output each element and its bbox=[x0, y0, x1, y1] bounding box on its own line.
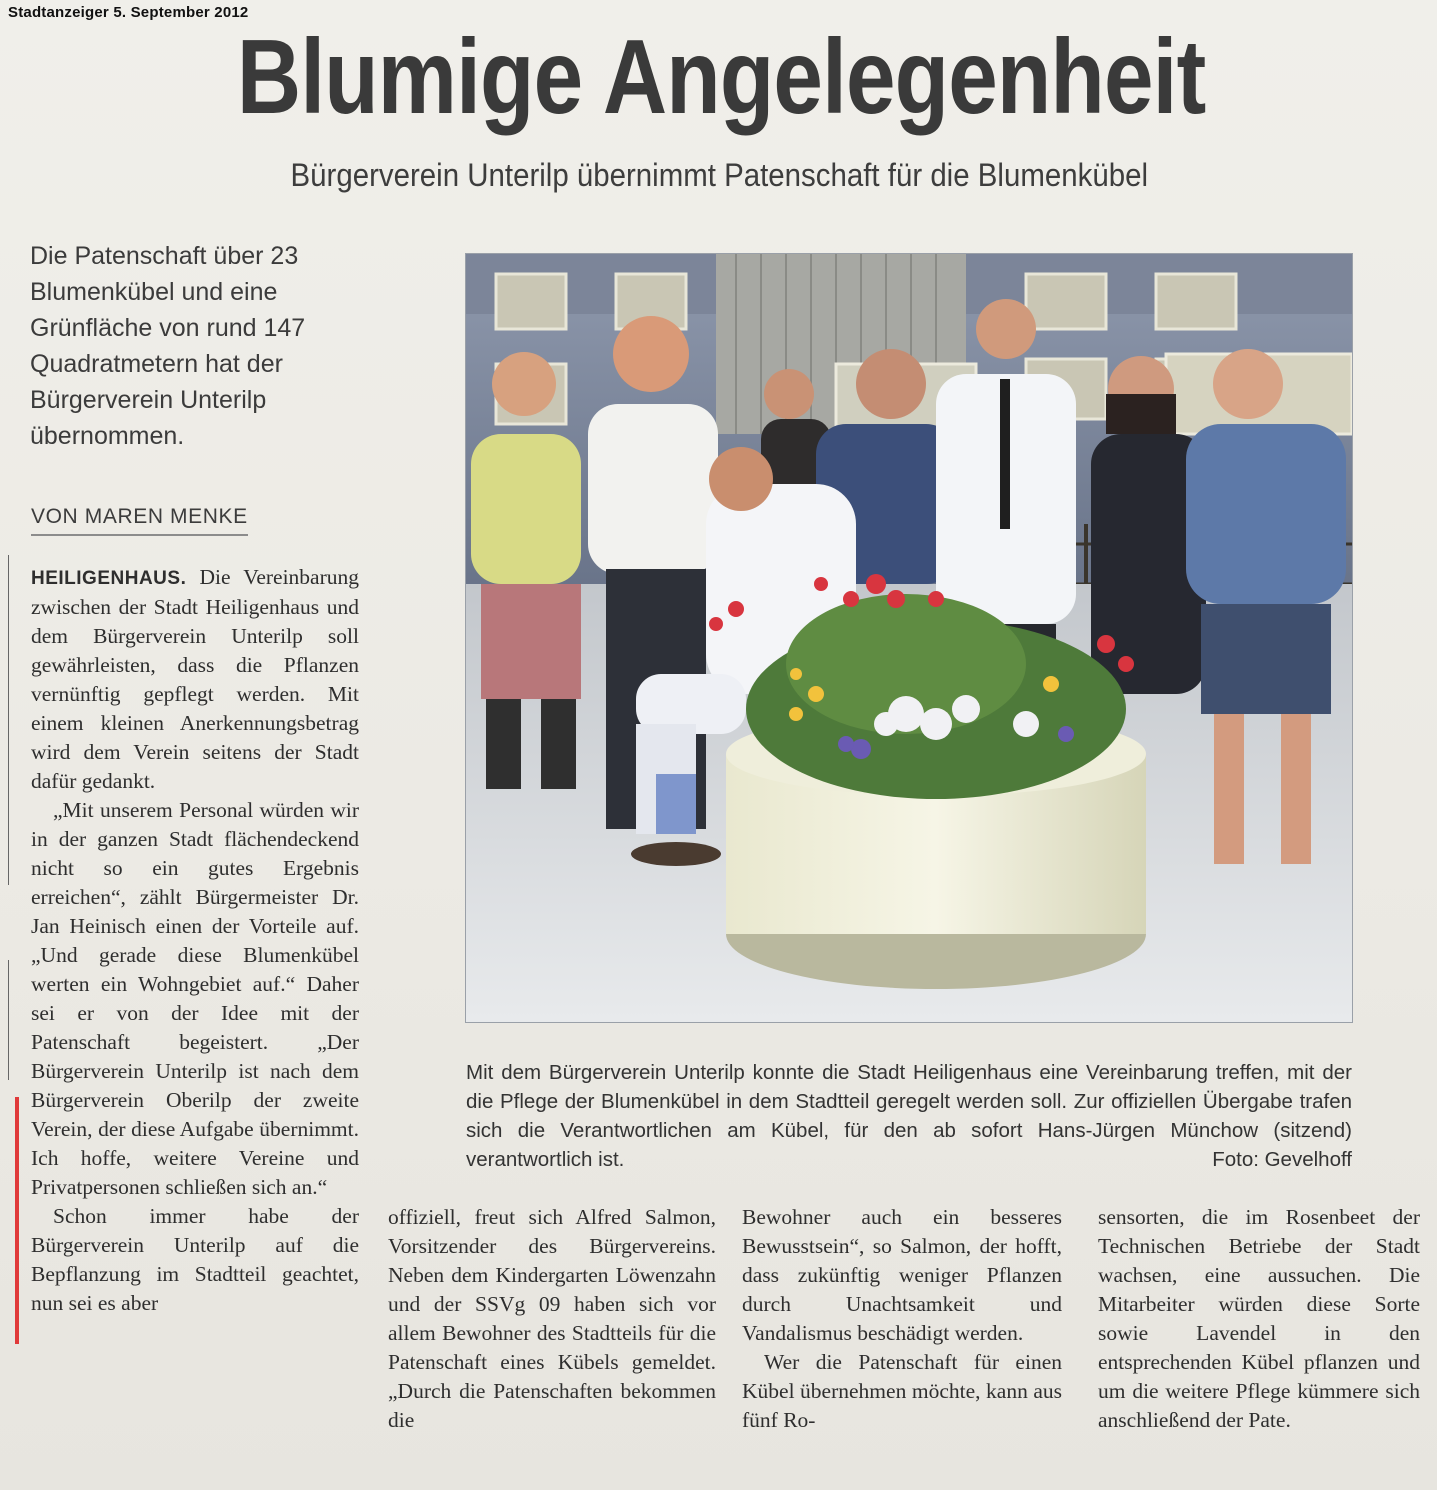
caption-text bbox=[466, 1058, 1352, 1174]
paragraph: Wer die Patenschaft für einen Kübel übernehmen möchte, kann aus fünf Ro- bbox=[742, 1350, 1062, 1432]
photo-illustration bbox=[466, 254, 1352, 1022]
margin-rule bbox=[8, 960, 9, 1080]
caption-body: Mit dem Bürgerverein Unterilp konnte die Stadt Heiligenhaus eine Vereinbarung treffen, mit der die Pflege der Blumenkübel in dem Stadtteil geregelt werden soll. Zur offiziellen Übergabe trafen sich die Verantwortlichen am Kübel, für den ab sofort Hans-Jürgen Münchow (sitzend) verantwortlich ist. bbox=[466, 1061, 1352, 1171]
masthead: Stadtanzeiger 5. September 2012 bbox=[8, 4, 249, 21]
paragraph: sensorten, die im Rosenbeet der Technischen Betriebe der Stadt wachsen, eine aussuchen. Die Mitarbeiter würden diese Sorte sowie Lavendel in den entsprechenden Kübel pflanzen und um die weitere Pflege kümmere sich anschließend der Pate. bbox=[1098, 1205, 1420, 1432]
paragraph: offiziell, freut sich Alfred Salmon, Vorsitzender des Bürgervereins. Neben dem Kindergarten Löwenzahn und der SSVg 09 haben sich vor allem Bewohner des Stadtteils für die Patenschaft eines Kübels gemeldet. „Durch die Patenschaften bekommen die bbox=[388, 1205, 716, 1432]
paragraph: Schon immer habe der Bürgerverein Unterilp auf die Bepflanzung im Stadtteil geachtet, nun sei es aber bbox=[31, 1204, 359, 1315]
paragraph: „Mit unserem Personal würden wir in der ganzen Stadt flächendeckend nicht so ein gutes Ergebnis erreichen“, zählt Bürgermeister Dr. Jan Heinisch einen der Vorteile auf. „Und gerade diese Blumenkübel werten ein Wohngebiet auf.“ Daher sei er von der Idee mit der Patenschaft begeistert. „Der Bürgerverein Unterilp ist nach dem Bürgerverein Oberilp der zweite Verein, der diese Aufgabe übernimmt. Ich hoffe, weitere Vereine und Privatpersonen schließen sich an.“ bbox=[31, 798, 359, 1199]
paragraph-text: Die Vereinbarung zwischen der Stadt Heiligenhaus und dem Bürgerverein Unterilp soll gewährleisten, dass die Pflanzen vernünftig gepflegt werden. Mit einem kleinen Anerkennungsbetrag wird dem Verein seitens der Stadt dafür gedankt. bbox=[31, 565, 360, 793]
article-column-1 bbox=[31, 563, 359, 1318]
red-marker-line bbox=[15, 1097, 19, 1344]
teaser-text: Die Patenschaft über 23 Blumenkübel und eine Grünfläche von rund 147 Quadratmetern hat der Bürgerverein Unterilp übernommen. bbox=[30, 242, 306, 450]
article-photo bbox=[466, 254, 1352, 1022]
article-column-3 bbox=[742, 1203, 1062, 1435]
photo-caption bbox=[466, 1058, 1352, 1174]
paragraph bbox=[31, 563, 359, 796]
dateline: HEILIGENHAUS. bbox=[31, 568, 187, 589]
subheadline: Bürgerverein Unterilp übernimmt Patenschaft für die Blumenkübel bbox=[290, 157, 1148, 193]
paragraph: Bewohner auch ein besseres Bewusstsein“, so Salmon, der hofft, dass zukünftig weniger Pflanzen durch Unachtsamkeit und Vandalismus beschädigt werden. bbox=[742, 1205, 1062, 1345]
article-column-4 bbox=[1098, 1203, 1420, 1435]
teaser bbox=[30, 238, 370, 454]
photo-credit: Foto: Gevelhoff bbox=[1212, 1148, 1352, 1171]
byline: VON MAREN MENKE bbox=[31, 505, 248, 536]
headline: Blumige Angelegenheit bbox=[236, 18, 1206, 136]
margin-rule bbox=[8, 555, 9, 885]
article-column-2 bbox=[388, 1203, 716, 1435]
